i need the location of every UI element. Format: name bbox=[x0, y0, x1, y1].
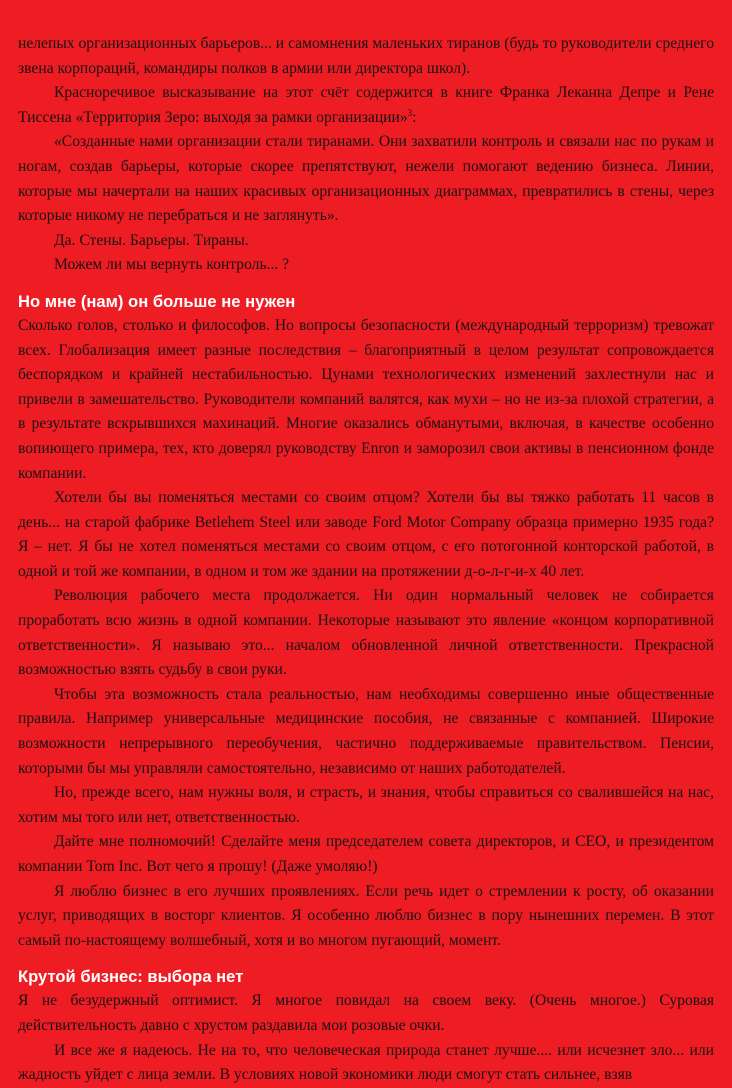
paragraph-question: Можем ли мы вернуть контроль... ? bbox=[54, 256, 290, 274]
paragraph: Революция рабочего места продолжается. Ни один нормальный человек не собирается проработать всю жизнь в одной компании. Некоторые называют это явление «концом корпоративной ответственности». Я называю это... началом обновленной личной ответственности. Прекрасной возможностью взять судьбу в свои руки. bbox=[18, 587, 714, 679]
paragraph: И все же я надеюсь. Не на то, что человеческая природа станет лучше.... или исчезнет зло... или жадность уйдет с лица земли. В условиях новой экономики люди смогут стать сильнее, взяв bbox=[18, 1041, 714, 1084]
paragraph-book-reference: Красноречивое высказывание на этот счёт содержится в книге Франка Леканна Депре и Рене Тиссена «Территория Зеро: выходя за рамки организации»$^3$: bbox=[18, 84, 714, 126]
paragraph-continuation: нелепых организационных барьеров... и самомнения маленьких тиранов (будь то руководители среднего звена корпораций, командиры полков в армии или директора школ). bbox=[18, 35, 714, 77]
paragraph-walls: Да. Стены. Барьеры. Тираны. bbox=[54, 231, 249, 249]
book-reference-text: Красноречивое высказывание на этот счёт содержится в книге Франка Леканна Депре и Рене Тиссена «Территория Зеро: выходя за рамки организации» bbox=[18, 84, 714, 126]
paragraph: Сколько голов, столько и философов. Но вопросы безопасности (международный терроризм) тревожат всех. Глобализация имеет разные последствия – благоприятный в целом результат сопровождается беспорядком и крайней нестабильностью. Цунами технологических изменений захлестнули нас и привели в замешательство. Руководители компаний валятся, как мухи – но не из-за плохой стратегии, а в результате вскрывшихся махинаций. Многие оказались обманутыми, включая, в качестве особенно вопиющего примера, тех, кто доверял руководству Enron и заморозил свои активы в пенсионном фонде компании. bbox=[18, 316, 714, 482]
footnote-ref: 3 bbox=[407, 107, 413, 118]
section-heading-1: Но мне (нам) он больше не нужен bbox=[18, 291, 296, 311]
paragraph: Я не безудержный оптимист. Я многое повидал на своем веку. (Очень многое.) Суровая действительность давно с хрустом раздавила мои розовые очки. bbox=[18, 992, 714, 1034]
paragraph: Хотели бы вы поменяться местами со своим отцом? Хотели бы вы тяжко работать 11 часов в день... на старой фабрике Betlehem Steel или заводе Ford Motor Company образца примерно 1935 года? Я – нет. Я бы не хотел поменяться местами со своим отцом, с его потогонной конторской работой, в одной и той же компании, в одном и том же здании на протяжении д-о-л-г-и-х 40 лет. bbox=[18, 489, 714, 580]
paragraph: Я люблю бизнес в его лучших проявлениях. Если речь идет о стремлении к росту, об оказании услуг, приводящих в восторг клиентов. Я особенно люблю бизнес в пору нынешних перемен. В этот самый по-настоящему волшебный, хотя и во многом пугающий, момент. bbox=[18, 882, 714, 949]
paragraph: Но, прежде всего, нам нужны воля, и страсть, и знания, чтобы справиться со свалившейся на нас, хотим мы того или нет, ответственностью. bbox=[18, 784, 714, 826]
page-body bbox=[18, 32, 714, 1088]
paragraph-quote: «Созданные нами организации стали тиранами. Они захватили контроль и связали нас по рукам и ногам, создав барьеры, которые скорее препятствуют, нежели помогают ведению бизнеса. Линии, которые мы начертали на наших красивых организационных диаграммах, превратились в стены, через которые никому не перебраться и не заглянуть». bbox=[18, 133, 714, 225]
paragraph: Дайте мне полномочий! Сделайте меня председателем совета директоров, и CEO, и президентом компании Tom Inc. Вот чего я прошу! (Даже умоляю!) bbox=[18, 833, 714, 875]
paragraph: Чтобы эта возможность стала реальностью, нам необходимы совершенно иные общественные правила. Например универсальные медицинские пособия, не связанные с компанией. Широкие возможности непрерывного переобучения, частично поддерживаемые правительством. Пенсии, которыми бы мы управляли самостоятельно, независимо от наших работодателей. bbox=[18, 685, 714, 777]
section-heading-2: Крутой бизнес: выбора нет bbox=[18, 967, 244, 987]
